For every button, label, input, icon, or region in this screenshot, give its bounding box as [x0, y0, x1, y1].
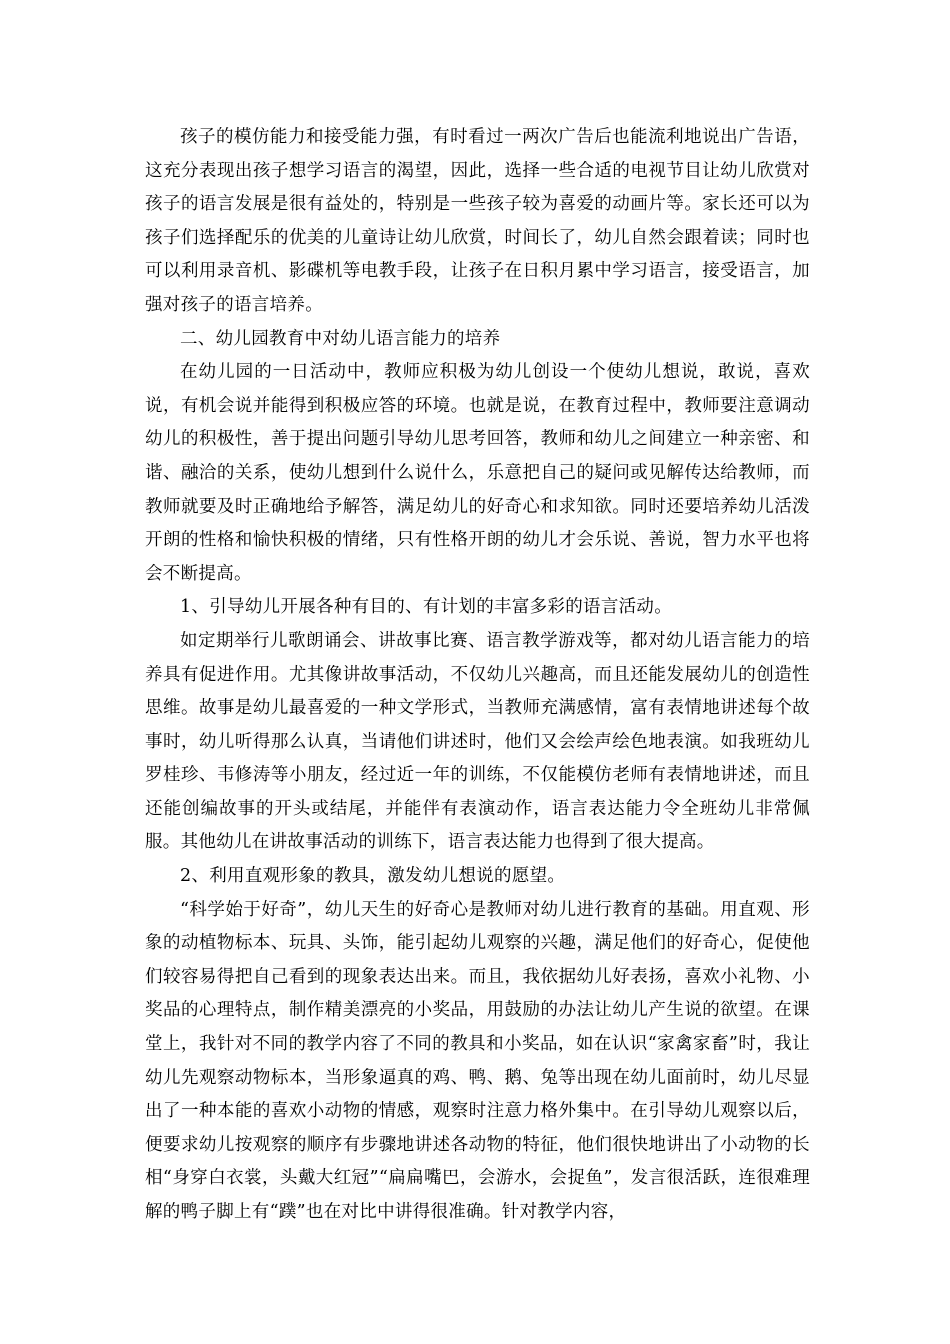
paragraph-teacher-environment: 在幼儿园的一日活动中，教师应积极为幼儿创设一个使幼儿想说，敢说，喜欢说，有机会说并能得到积极应答的环境。也就是说，在教育过程中，教师要注意调动幼儿的积极性，善于提出问题引导幼儿思考回答，教师和幼儿之间建立一种亲密、和谐、融洽的关系，使幼儿想到什么说什么，乐意把自己的疑问或见解传达给教师，而教师就要及时正确地给予解答，满足幼儿的好奇心和求知欲。同时还要培养幼儿活泼开朗的性格和愉快积极的情绪，只有性格开朗的幼儿才会乐说、善说，智力水平也将会不断提高。 — [145, 362, 810, 584]
subheading-visual-teaching-aids: 2、利用直观形象的教具，激发幼儿想说的愿望。 — [180, 866, 566, 887]
paragraph-media-language: 孩子的模仿能力和接受能力强，有时看过一两次广告后也能流利地说出广告语，这充分表现出孩子想学习语言的渴望，因此，选择一些合适的电视节目让幼儿欣赏对孩子的语言发展是很有益处的，特别是一些孩子较为喜爱的动画片等。家长还可以为孩子们选择配乐的优美的儿童诗让幼儿欣赏，时间长了，幼儿自然会跟着读；同时也可以利用录音机、影碟机等电教手段，让孩子在日积月累中学习语言，接受语言，加强对孩子的语言培养。 — [145, 127, 810, 315]
document-body — [145, 121, 810, 1230]
paragraph-curiosity: “科学始于好奇”，幼儿天生的好奇心是教师对幼儿进行教育的基础。用直观、形象的动植物标本、玩具、头饰，能引起幼儿观察的兴趣，满足他们的好奇心，促使他们较容易得把自己看到的现象表达出来。而且，我依据幼儿好表扬，喜欢小礼物、小奖品的心理特点，制作精美漂亮的小奖品，用鼓励的办法让幼儿产生说的欲望。在课堂上，我针对不同的教学内容了不同的教具和小奖品，如在认识“家禽家畜”时，我让幼儿先观察动物标本，当形象逼真的鸡、鸭、鹅、兔等出现在幼儿面前时，幼儿尽显出了一种本能的喜欢小动物的情感，观察时注意力格外集中。在引导幼儿观察以后，便要求幼儿按观察的顺序有步骤地讲述各动物的特征，他们很快地讲出了小动物的长相“身穿白衣裳，头戴大红冠”“扁扁嘴巴，会游水，会捉鱼”，发言很活跃，连很难理解的鸭子脚上有“蹼”也在对比中讲得很准确。针对教学内容， — [145, 899, 810, 1222]
subheading-language-activities: 1、引导幼儿开展各种有目的、有计划的丰富多彩的语言活动。 — [180, 597, 673, 618]
section-heading-kindergarten-education: 二、幼儿园教育中对幼儿语言能力的培养 — [180, 328, 501, 349]
paragraph-storytelling: 如定期举行儿歌朗诵会、讲故事比赛、语言教学游戏等，都对幼儿语言能力的培养具有促进作用。尤其像讲故事活动，不仅幼儿兴趣高，而且还能发展幼儿的创造性思维。故事是幼儿最喜爱的一种文学形式，当教师充满感情，富有表情地讲述每个故事时，幼儿听得那么认真，当请他们讲述时，他们又会绘声绘色地表演。如我班幼儿罗桂珍、韦修涛等小朋友，经过近一年的训练，不仅能模仿老师有表情地讲述，而且还能创编故事的开头或结尾，并能伴有表演动作，语言表达能力令全班幼儿非常佩服。其他幼儿在讲故事活动的训练下，语言表达能力也得到了很大提高。 — [145, 630, 810, 853]
